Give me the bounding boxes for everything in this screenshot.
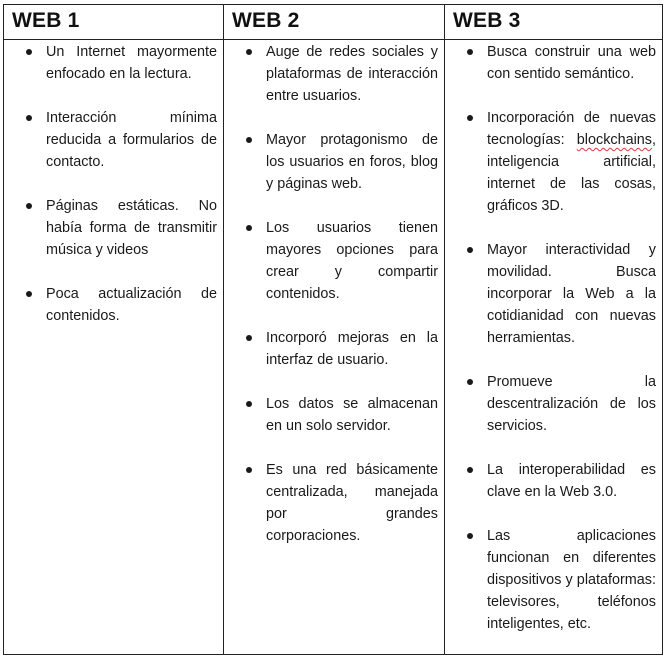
bullet-icon bbox=[246, 49, 252, 55]
item-text: Los datos se almacenan en un solo servidor. bbox=[266, 396, 438, 434]
list-item bbox=[445, 239, 662, 349]
column-web3 bbox=[445, 5, 662, 654]
item-text: Incorporación de nuevas tecnologías: blockchains, inteligencia artificial, internet de las cosas, gráficos 3D. bbox=[487, 110, 656, 214]
column-header-web3: WEB 3 bbox=[453, 9, 521, 32]
item-text: Incorporó mejoras en la interfaz de usuario. bbox=[266, 330, 438, 368]
item-text: Interacción mínima reducida a formularios de contacto. bbox=[46, 110, 217, 170]
column-header-web2: WEB 2 bbox=[232, 9, 300, 32]
list-web3 bbox=[445, 41, 662, 657]
list-item bbox=[4, 283, 223, 327]
item-text: La interoperabilidad es clave en la Web 3.0. bbox=[487, 462, 656, 500]
list-item bbox=[224, 217, 444, 305]
item-text: Las aplicaciones funcionan en diferentes dispositivos y plataformas: televisores, teléfonos inteligentes, etc. bbox=[487, 528, 656, 632]
item-text: Mayor interactividad y movilidad. Busca incorporar la Web a la cotidianidad con nuevas herramientas. bbox=[487, 242, 656, 346]
item-text: Busca construir una web con sentido semántico. bbox=[487, 44, 656, 82]
bullet-icon bbox=[246, 467, 252, 473]
bullet-icon bbox=[26, 291, 32, 297]
item-text: Poca actualización de contenidos. bbox=[46, 286, 217, 324]
list-item bbox=[4, 107, 223, 173]
list-item bbox=[224, 41, 444, 107]
bullet-icon bbox=[246, 137, 252, 143]
bullet-icon bbox=[467, 49, 473, 55]
spellcheck-flagged-word: blockchains bbox=[576, 132, 652, 148]
item-text: Auge de redes sociales y plataformas de interacción entre usuarios. bbox=[266, 44, 438, 104]
bullet-icon bbox=[246, 225, 252, 231]
list-item bbox=[445, 41, 662, 85]
bullet-icon bbox=[246, 401, 252, 407]
bullet-icon bbox=[26, 203, 32, 209]
list-web2 bbox=[224, 41, 444, 569]
list-item bbox=[224, 459, 444, 547]
bullet-icon bbox=[26, 115, 32, 121]
bullet-icon bbox=[467, 115, 473, 121]
list-item bbox=[4, 195, 223, 261]
list-item bbox=[445, 525, 662, 635]
bullet-icon bbox=[246, 335, 252, 341]
list-web1 bbox=[4, 41, 223, 349]
item-text: Páginas estáticas. No había forma de transmitir música y videos bbox=[46, 198, 217, 258]
list-item bbox=[445, 107, 662, 217]
column-web1 bbox=[4, 5, 223, 654]
list-item bbox=[4, 41, 223, 85]
bullet-icon bbox=[467, 467, 473, 473]
list-item bbox=[224, 327, 444, 371]
list-item bbox=[224, 129, 444, 195]
bullet-icon bbox=[467, 247, 473, 253]
item-text: Promueve la descentralización de los servicios. bbox=[487, 374, 656, 434]
bullet-icon bbox=[26, 49, 32, 55]
item-text: Mayor protagonismo de los usuarios en foros, blog y páginas web. bbox=[266, 132, 438, 192]
item-text: Un Internet mayormente enfocado en la lectura. bbox=[46, 44, 217, 82]
item-text: Es una red básicamente centralizada, manejada por grandes corporaciones. bbox=[266, 462, 438, 544]
bullet-icon bbox=[467, 533, 473, 539]
column-web2 bbox=[224, 5, 444, 654]
list-item bbox=[445, 371, 662, 437]
bullet-icon bbox=[467, 379, 473, 385]
column-header-web1: WEB 1 bbox=[12, 9, 80, 32]
item-text: Los usuarios tienen mayores opciones para crear y compartir contenidos. bbox=[266, 220, 438, 302]
list-item bbox=[445, 459, 662, 503]
comparison-table bbox=[3, 4, 663, 655]
list-item bbox=[224, 393, 444, 437]
